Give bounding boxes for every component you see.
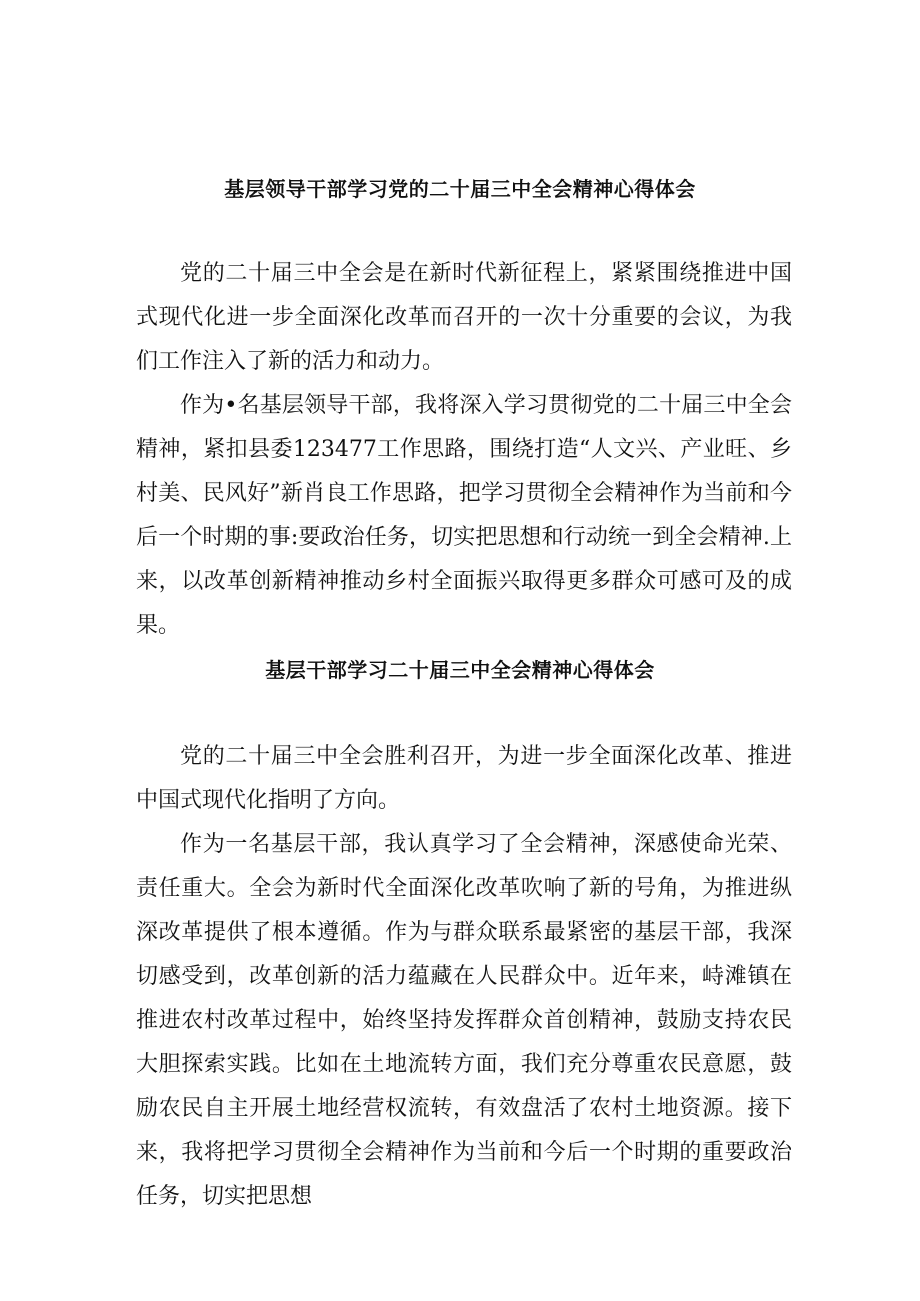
section-1-title: 基层领导干部学习党的二十届三中全会精神心得体会: [224, 177, 696, 201]
section-2-paragraph-1: 党的二十届三中全会胜利召开，为进一步全面深化改革、推进中国式现代化指明了方向。: [136, 744, 792, 813]
section-1-paragraph-1: 党的二十届三中全会是在新时代新征程上，紧紧围绕推进中国式现代化进一步全面深化改革而召开的一次十分重要的会议，为我们工作注入了新的活力和动力。: [136, 261, 792, 374]
section-1-paragraph-2: 作为•名基层领导干部，我将深入学习贯彻党的二十届三中全会精神，紧扣县委123477工作思路，围绕打造“人文兴、产业旺、乡村美、民风好”新肖良工作思路，把学习贯彻全会精神作为当前和今后一个时期的事:要政治任务，切实把思想和行动统一到全会精神.上来，以改革创新精神推动乡村全面振兴取得更多群众可感可及的成果。: [136, 393, 792, 638]
section-2-paragraph-2: 作为一名基层干部，我认真学习了全会精神，深感使命光荣、责任重大。全会为新时代全面深化改革吹响了新的号角，为推进纵深改革提供了根本遵循。作为与群众联系最紧密的基层干部，我深切感受到，改革创新的活力蕴藏在人民群众中。近年来，峙滩镇在推进农村改革过程中，始终坚持发挥群众首创精神，鼓励支持农民大胆探索实践。比如在土地流转方面，我们充分尊重农民意愿，鼓励农民自主开展土地经营权流转，有效盘活了农村土地资源。接下来，我将把学习贯彻全会精神作为当前和今后一个时期的重要政治任务，切实把思想: [136, 832, 792, 1209]
section-2-title: 基层干部学习二十届三中全会精神心得体会: [265, 658, 655, 682]
